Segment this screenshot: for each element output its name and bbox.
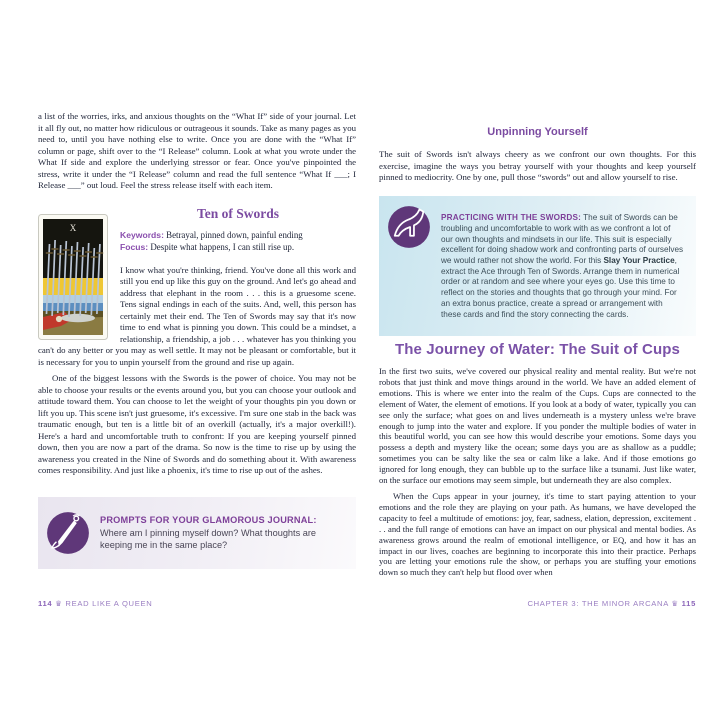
left-page-footer <box>38 599 152 608</box>
high-heel-icon <box>387 205 431 249</box>
ten-of-swords-paragraph-2: One of the biggest lessons with the Swords is the power of choice. You may not be able to choose your results or the events around you, but you can choose your outlook and attitude toward them. You can choose to let the weight of your thoughts pin you down or lift you up. This scene isn't just gruesome, it's excessive. I'm sure one stab in the back was traumatic enough, but ten is a little bit of an overkill (actually, it's a major overkill!). Here's a hard and uncomfortable truth to confront: If you are keeping yourself pinned down, then you are now a part of the drama. So now is the time to rise up by using the awareness you created in the Nine of Swords and do something about it. With awareness comes responsibility. And just like a phoenix, it's time to rise up out of the ashes. <box>38 373 356 476</box>
keywords-label: Keywords: <box>120 229 164 240</box>
practicing-label: PRACTICING WITH THE SWORDS: <box>441 213 582 223</box>
ten-of-swords-section <box>38 206 356 477</box>
practicing-with-swords-box <box>379 196 696 336</box>
cups-paragraph-2: When the Cups appear in your journey, it's time to start paying attention to your emotions and the role they are playing on your path. As humans, we have developed the capacity to feel a multitude of emotions: joy, fear, sadness, elation, depression, excitement . . . and the full range of emotions can have an impact on our physical and mental bodies. As awareness grows around the realm of emotional intelligence, or EQ, and how it has an impact in our lives, coaches are beginning to incorporate this into their practice. Perhaps you are letting your emotions rule the show, or perhaps you are stuffing your emotions down so much they can't help but flood over when <box>379 490 696 578</box>
practicing-text <box>441 213 684 320</box>
card-numeral: X <box>69 222 77 233</box>
exercise-paragraph: The suit of Swords isn't always cheery as we confront our own thoughts. For this exercise, imagine the ways you betray yourself with your thoughts and keep yourself pinned to mediocrity. One by one, pull those “swords” out and allow yourself to rise. <box>379 149 696 182</box>
right-page-number: 115 <box>681 599 696 608</box>
ten-of-swords-paragraph-1: I know what you're thinking, friend. You've done all this work and still you end up like this guy on the ground. And let's go ahead and address that elephant in the room . . . this is a gruesome scene. Tens signal endings in each of the suits. And, well, this person has certainly met their end. The Ten of Swords may say that it's now time to end what is pinning you down. This could be a mindset, a relationship, a friendship, a job . . . whatever has you thinking you can't do any better or you may as well settle. It may not be pleasant or comfortable, but it is necessary for you to unpin yourself from the ground and rise up again. <box>38 264 356 367</box>
journal-prompts-text <box>100 514 342 551</box>
left-page-number: 114 <box>38 599 53 608</box>
left-intro-paragraph: a list of the worries, irks, and anxious thoughts on the “What If” side of your journal. Let it all fly out, no matter how ridiculous or outrageous it sounds. Take as many pages as you need to, until you have nothing else to write. Once you are done with the “What If” column or page, shift over to the “I Release” column. Look at what you wrote under the What If side and explore the underlying stressor or fear. Once you've pinpointed the stress, write it under the “I Release” column and read the full sentence “What If ___; I Release ___” out loud. Feel the stress release itself with each item. <box>38 111 356 190</box>
crown-icon: ♛ <box>55 599 63 608</box>
quill-pen-icon <box>46 511 90 555</box>
cups-paragraph-1: In the first two suits, we've covered our physical reality and mental reality. But we're not robots that just think and move things around in the world. We have an added element of emotions. This is where we enter into the realm of the Cups. Cups are connected to the element of Water, the element of emotions. If you look at a body of water, typically you can see only the surface; what goes on and lives underneath is a mystery unless we're brave enough to jump into the water and explore. If you ponder the multiple bodies of water in this beautiful world, you can see how this would describe your emotions. Some days you possess a depth and mystery like the ocean; some days you are as shallow as a puddle; sometimes you can be salty like the sea or calm like a lake. And if those emotions go ignored for long enough, they can bubble up to the surface like a tsunami. Just like water, on the surface our emotions may seem simple, but underneath they are also complex. <box>379 366 696 486</box>
focus-value: Despite what happens, I can still rise up. <box>150 242 295 253</box>
journal-prompts-label: PROMPTS FOR YOUR GLAMOROUS JOURNAL: <box>100 515 317 526</box>
journal-prompts-question: Where am I pinning myself down? What thoughts are keeping me in the same place? <box>100 527 317 550</box>
left-page-column <box>38 111 356 477</box>
exercise-title: Unpinning Yourself <box>487 126 588 138</box>
chapter-title-footer: CHAPTER 3: THE MINOR ARCANA <box>527 599 669 608</box>
ten-of-swords-card <box>38 214 108 340</box>
crown-icon: ♛ <box>671 599 679 608</box>
unpinning-exercise-section <box>379 126 696 184</box>
keywords-value: Betrayal, pinned down, painful ending <box>166 229 303 240</box>
cups-section-title: The Journey of Water: The Suit of Cups <box>395 341 680 358</box>
focus-label: Focus: <box>120 242 149 253</box>
book-title-footer: READ LIKE A QUEEN <box>65 599 153 608</box>
practicing-body-1: The suit of Swords can be troubling and uncomfortable to work with as we confront a lot of our own thoughts and mindsets in our life. This suit is especially excellent for doing shadow work and confronting parts of ourselves we would rather not show the world. For this <box>441 213 684 265</box>
practicing-body-2: , extract the Ace through Ten of Swords. Arrange them in numerical order or at random and see where your eyes go. Use this time to reflect on the stories and thoughts that go through your mind. For an extra bonus practice, create a spread or arrangement with these cards and find the story connecting the cards. <box>441 256 680 319</box>
journal-prompts-box <box>38 497 356 569</box>
section-title-ten-of-swords: Ten of Swords <box>196 205 280 221</box>
right-page-footer <box>379 599 696 608</box>
suit-of-cups-section <box>379 341 696 578</box>
slay-your-practice-bold: Slay Your Practice <box>603 256 675 265</box>
